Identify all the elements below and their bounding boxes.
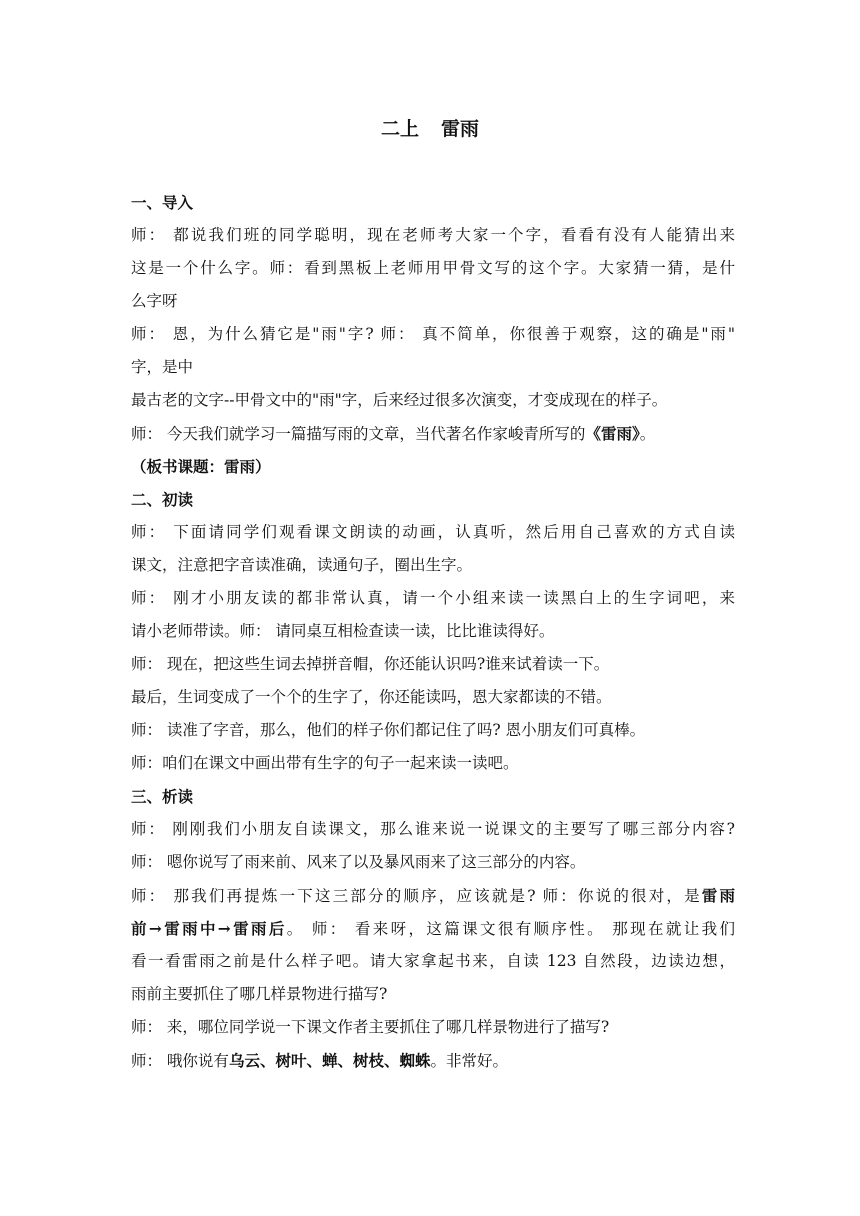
lesson-content — [131, 186, 735, 1077]
paragraph-line: 课文，注意把字音读准确，读通句子，圈出生字。 — [131, 556, 473, 574]
paragraph-line: 这是一个什么字。师：看到黑板上老师用甲骨文写的这个字。大家猜一猜，是什 — [131, 259, 735, 277]
paragraph-line: 最古老的文字--甲骨文中的"雨"字，后来经过很多次演变，才变成现在的样子。 — [131, 391, 668, 409]
section-heading-first-reading: 二、初读 — [131, 490, 194, 509]
paragraph-line — [131, 417, 735, 450]
paragraph-line — [131, 912, 735, 945]
bold-sequence-start: 雷雨 — [701, 886, 735, 905]
text-run: 。 — [639, 425, 656, 443]
paragraph-line: 师：咱们在课文中画出带有生字的句子一起来读一读吧。 — [131, 754, 519, 772]
bold-scenery-list: 乌云、树叶、蝉、树枝、蜘蛛 — [228, 1051, 431, 1070]
paragraph-line: 师： 嗯你说写了雨来前、风来了以及暴风雨来了这三部分的内容。 — [131, 853, 586, 871]
paragraph-line: 最后，生词变成了一个个的生字了，你还能读吗，恩大家都读的不错。 — [131, 688, 612, 706]
paragraph-line: 师： 下面请同学们观看课文朗读的动画，认真听，然后用自己喜欢的方式自读 — [131, 523, 735, 541]
paragraph-line — [131, 1044, 735, 1077]
section-heading-intro: 一、导入 — [131, 193, 194, 212]
board-title-note: （板书课题：雷雨） — [131, 457, 271, 476]
bold-lesson-name: 《雷雨》 — [585, 424, 640, 443]
page-title — [0, 114, 860, 141]
paragraph-line: 看一看雷雨之前是什么样子吧。请大家拿起书来，自读 123 自然段，边读边想， — [131, 952, 735, 970]
text-run: 。非常好。 — [430, 1052, 508, 1070]
text-run: 师： 哦你说有 — [131, 1052, 229, 1070]
paragraph-line: 师： 读准了字音，那么，他们的样子你们都记住了吗? 恩小朋友们可真棒。 — [131, 721, 646, 739]
paragraph-line: 么字呀 — [131, 292, 178, 310]
paragraph-line — [131, 879, 735, 912]
text-run: 师： 今天我们就学习一篇描写雨的文章，当代著名作家峻青所写的 — [131, 425, 586, 443]
paragraph-line: 字，是中 — [131, 358, 194, 376]
paragraph-line: 师： 刚刚我们小朋友自读课文，那么谁来说一说课文的主要写了哪三部分内容? — [131, 820, 735, 838]
paragraph-line: 师： 都说我们班的同学聪明，现在老师考大家一个字，看看有没有人能猜出来 — [131, 226, 735, 244]
title-grade: 二上 — [380, 118, 419, 140]
paragraph-line: 师： 恩，为什么猜它是"雨"字? 师： 真不简单，你很善于观察，这的确是"雨" — [131, 325, 735, 343]
section-heading-analysis: 三、析读 — [131, 787, 194, 806]
text-run: 师： 那我们再提炼一下这三部分的顺序，应该就是? 师：你说的很对，是 — [131, 887, 702, 905]
paragraph-line: 请小老师带读。师： 请同桌互相检查读一读，比比谁读得好。 — [131, 622, 555, 640]
paragraph-line: 师： 刚才小朋友读的都非常认真，请一个小组来读一读黑白上的生字词吧，来 — [131, 589, 735, 607]
paragraph-line: 雨前主要抓住了哪几样景物进行描写? — [131, 985, 388, 1003]
paragraph-line: 师： 现在，把这些生词去掉拼音帽，你还能认识吗?谁来试着读一下。 — [131, 655, 610, 673]
paragraph-line: 师： 来，哪位同学说一下课文作者主要抓住了哪几样景物进行了描写? — [131, 1018, 610, 1036]
text-run: 。 师： 看来呀，这篇课文很有顺序性。 那现在就让我们 — [286, 920, 735, 938]
title-lesson: 雷雨 — [441, 118, 480, 140]
bold-sequence: 前→雷雨中→雷雨后 — [131, 919, 287, 938]
